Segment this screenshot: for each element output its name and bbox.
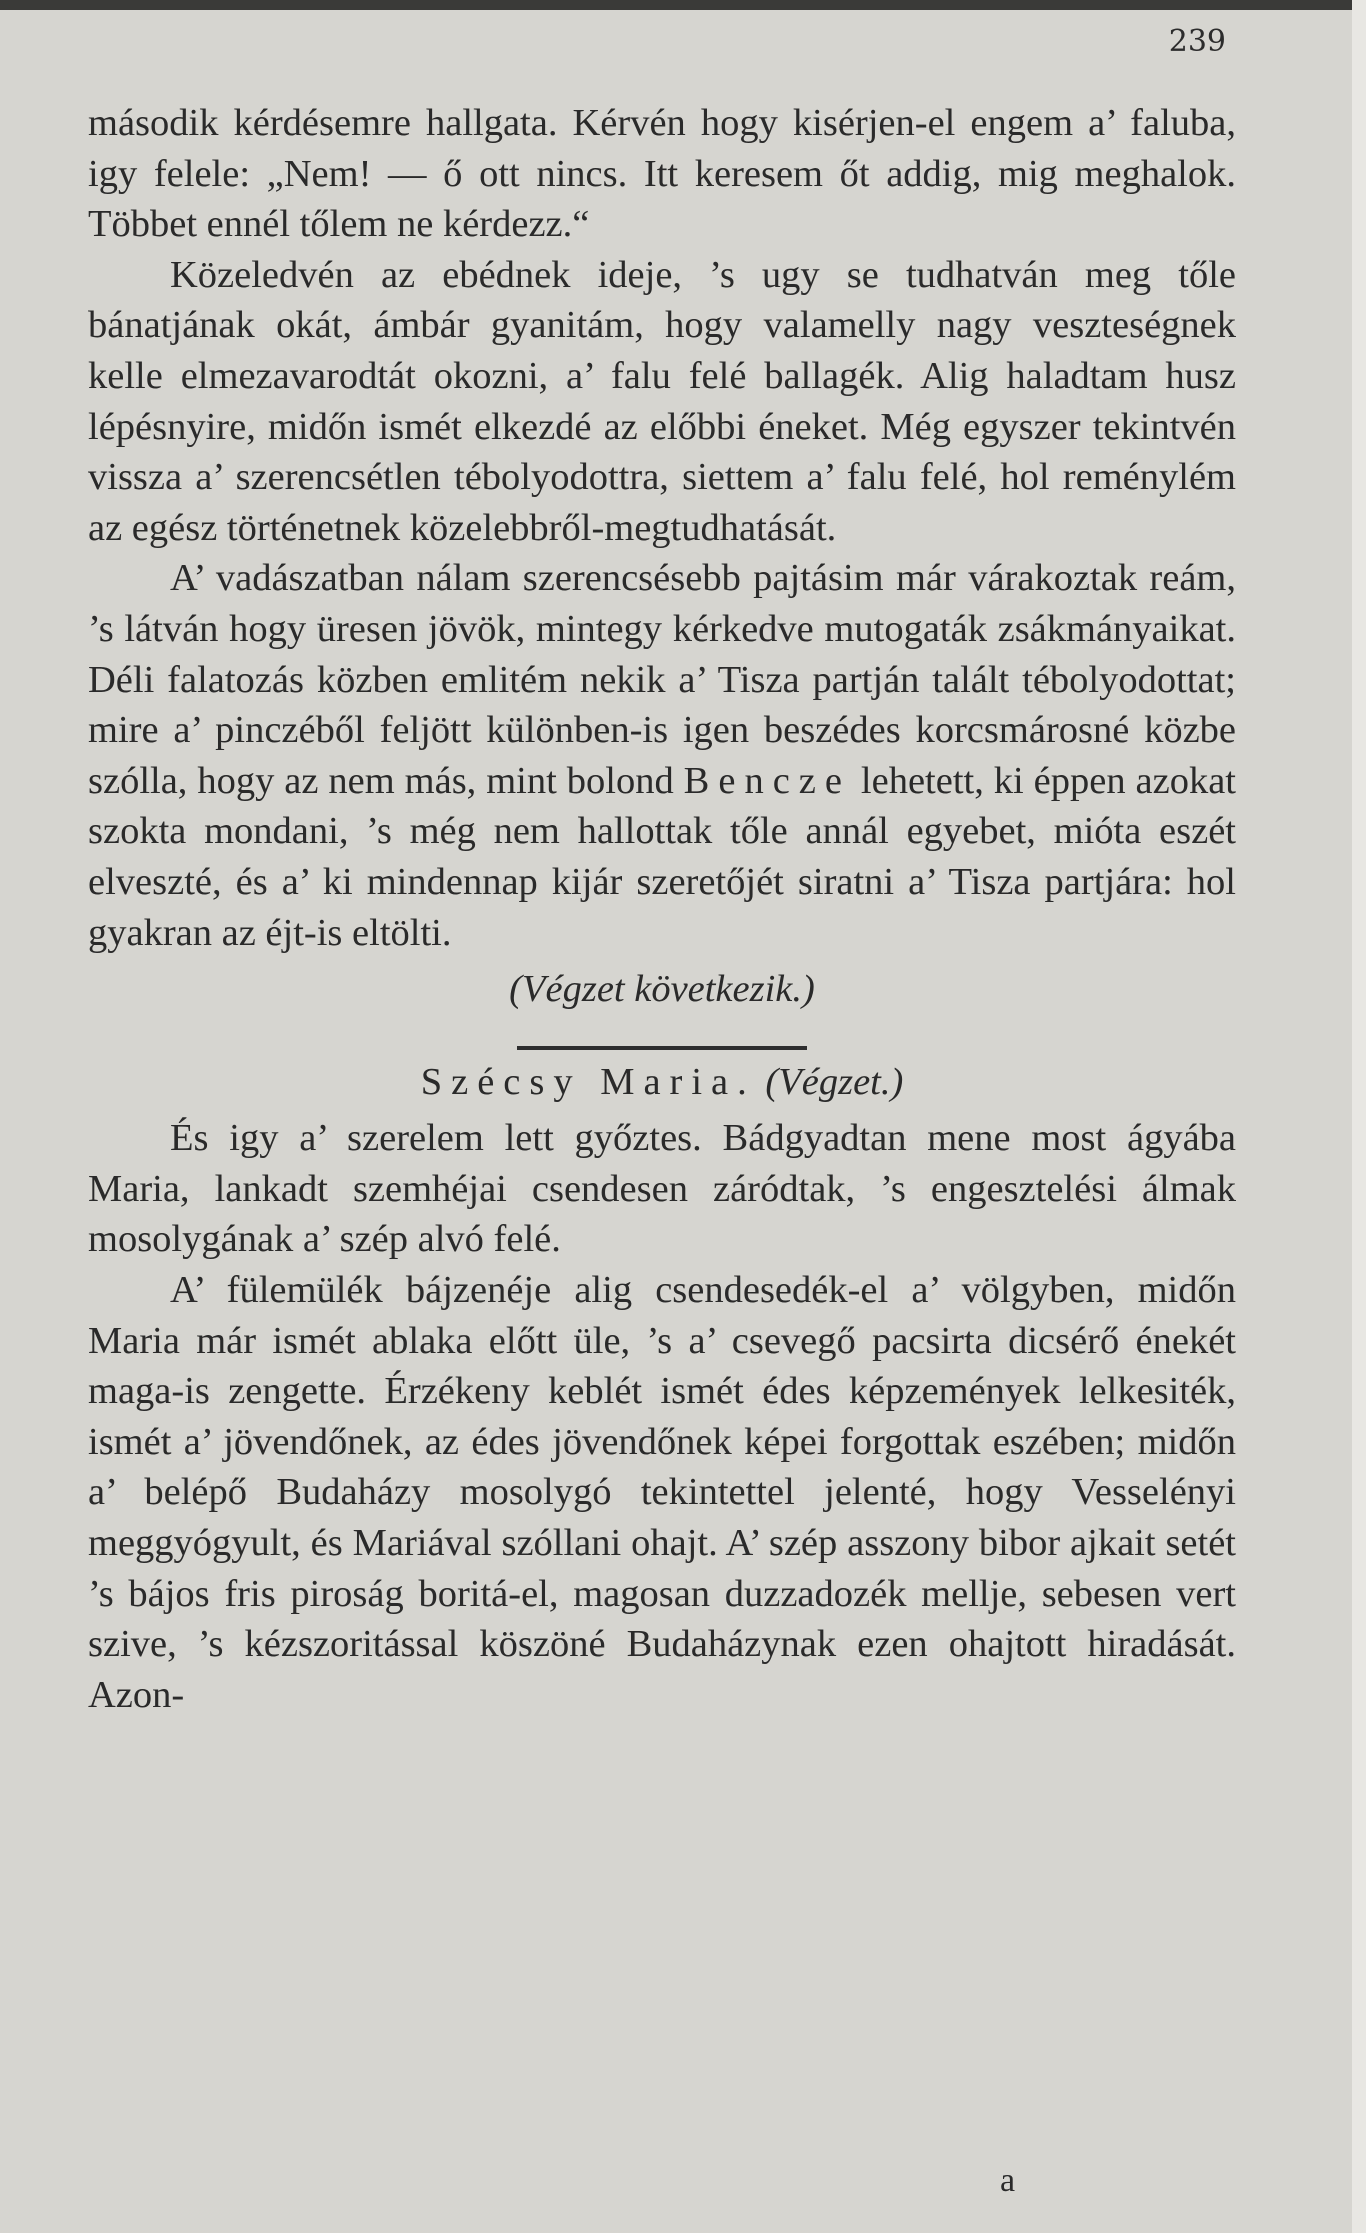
section-divider-wrap xyxy=(88,1015,1236,1045)
continuation-note: (Végzet következik.) xyxy=(509,968,815,1011)
section-title-note: (Végzet.) xyxy=(765,1060,904,1103)
name-bencze: Bencze xyxy=(683,759,851,802)
paragraph-5: A’ fülemülék bájzenéje alig csendesedék-el a’ völgyben, midőn Maria már ismét ablaka előtt üle, ’s a’ csevegő pacsirta dicsérő énekét maga-is zengette. Érzékeny keblét ismét édes képzemények lelkesiték, ismét a’ jövendőnek, az édes jövendőnek képei forgottak eszében; midőn a’ belépő Budaházy mosolygó tekintettel jelenté, hogy Vesselényi meggyógyult, és Mariával szóllani ohajt. A’ szép asszony bibor ajkait setét ’s bájos fris piroság boritá-el, magosan duzzadozék mellje, sebesen vert szive, ’s kézszoritással köszöné Budaházynak ezen ohajtott hiradását. Azon- xyxy=(88,1269,1236,1716)
scan-top-edge xyxy=(0,0,1366,10)
paragraph-4: És igy a’ szerelem lett győztes. Bádgyadtan mene most ágyába Maria, lankadt szemhéjai csendesen záródtak, ’s engesztelési álmak mosolygának a’ szép alvó felé. xyxy=(88,1117,1236,1261)
paragraph-3-tail: lehetett, ki éppen azokat szokta mondani, ’s még nem hallottak tőle annál egyebet, mióta eszét elveszté, és a’ ki mindennap kijár szeretőjét siratni a’ Tisza partjára: hol gyakran az éjt-is eltölti. xyxy=(88,759,1237,954)
paragraph-3-head: A’ vadászatban nálam szerencsésebb pajtásim már várakoztak reám, ’s látván hogy üresen jövök, mintegy kérkedve mutogaták zsákmányaikat. Déli falatozás közben emlitém nekik a’ Tisza partján talált tébolyodottat; mire a’ pinczéből feljött különben-is igen beszédes korcsmárosné közbe szólla, hogy az nem más, mint bolond xyxy=(88,557,1236,802)
paragraph-1: második kérdésemre hallgata. Kérvén hogy kisérjen-el engem a’ faluba, igy felele: „Nem! — ő ott nincs. Itt keresem őt addig, mig meghalok. Többet ennél tőlem ne kérdezz.“ xyxy=(88,102,1236,246)
main-text-column xyxy=(88,98,1236,1720)
paragraph-2: Közeledvén az ebédnek ideje, ’s ugy se tudhatván meg tőle bánatjának okát, ámbár gyanitám, hogy valamelly nagy veszteségnek kelle elmezavarodtát okozni, a’ falu felé ballagék. Alig haladtam husz lépésnyire, midőn ismét elkezdé az előbbi éneket. Még egyszer tekintvén vissza a’ szerencsétlen tébolyodottra, siettem a’ falu felé, hol reménylém az egész történetnek közelebbről-megtudhatását. xyxy=(88,253,1236,549)
section-title-name: Szécsy Maria. xyxy=(420,1060,756,1103)
catchword: a xyxy=(1000,2162,1016,2199)
section-divider xyxy=(517,1046,807,1050)
scan-right-edge xyxy=(1352,0,1366,2233)
paragraph-3 xyxy=(88,553,1236,958)
page-number: 239 xyxy=(1168,24,1226,59)
section-title xyxy=(88,1057,1236,1108)
